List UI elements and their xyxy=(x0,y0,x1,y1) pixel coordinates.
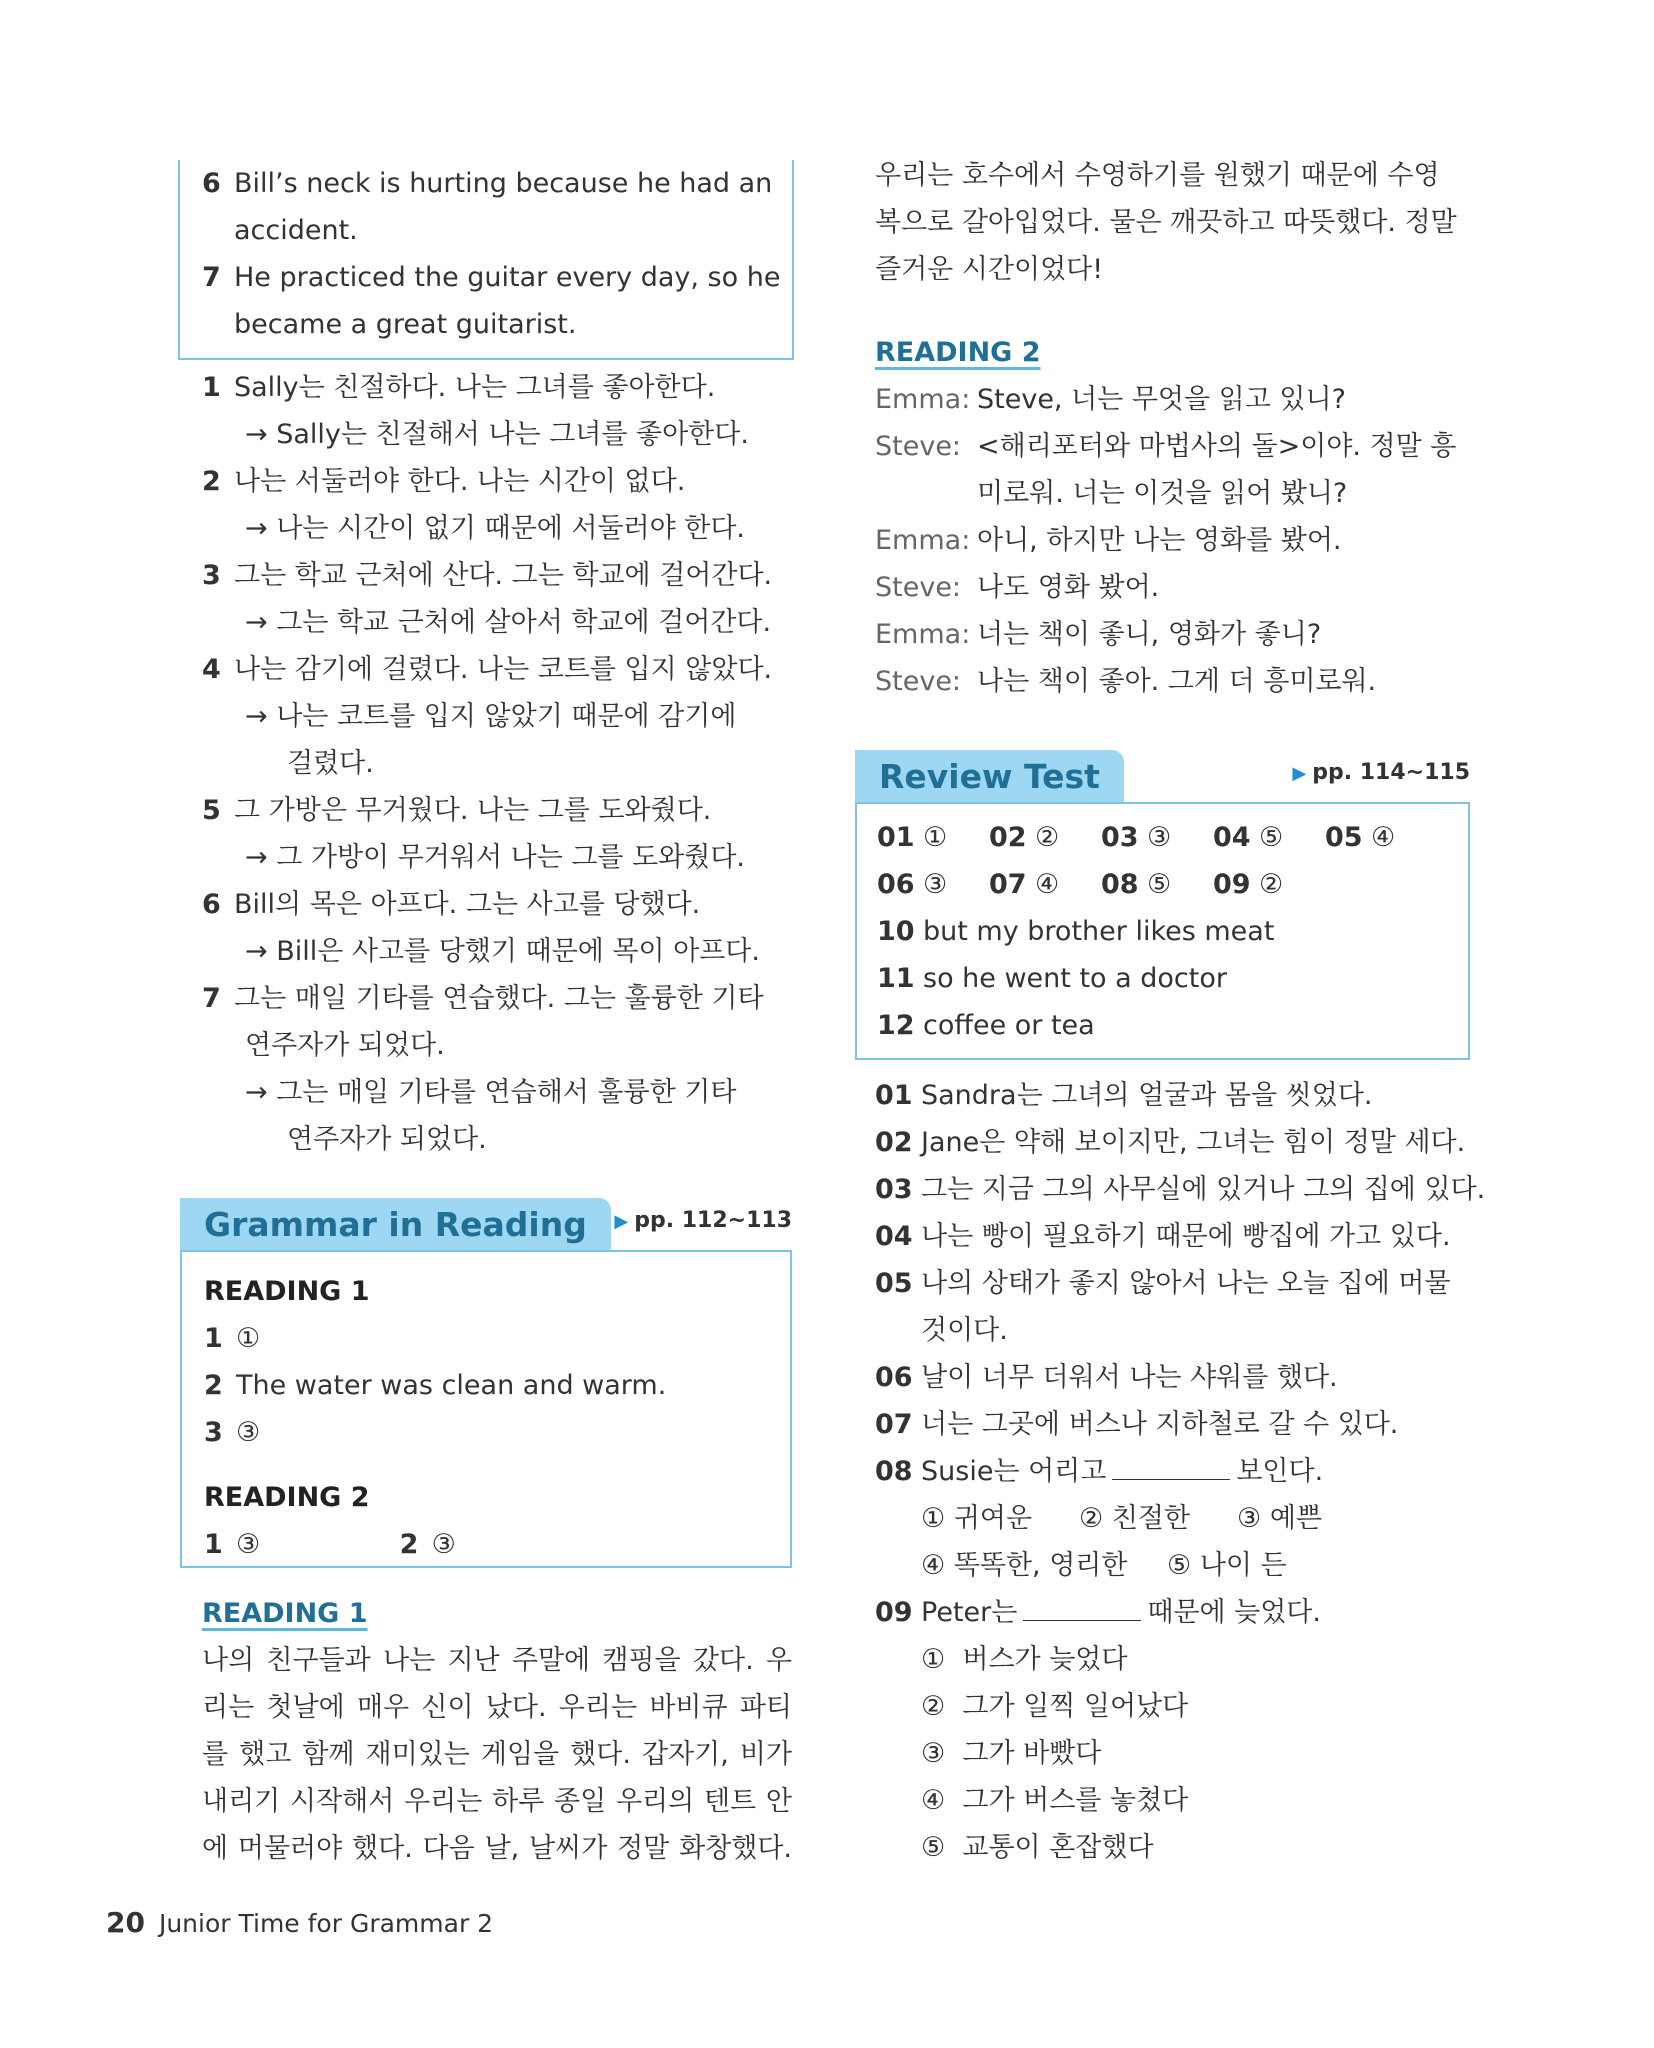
translation: 나는 빵이 필요하기 때문에 빵집에 가고 있다. xyxy=(921,1221,1451,1252)
reading1-continued xyxy=(855,152,1457,293)
reading1-label: READING 1 xyxy=(204,1276,370,1307)
item-number: 5 xyxy=(202,795,221,826)
q-number: 04 xyxy=(875,1221,913,1252)
paragraph-line: 복으로 갈아입었다. 물은 깨끗하고 따뜻했다. 정말 xyxy=(875,207,1457,238)
paragraph-line: 에 머물러야 했다. 다음 날, 날씨가 정말 화창했다. xyxy=(202,1833,792,1864)
option-text: 그가 버스를 놓쳤다 xyxy=(962,1785,1189,1816)
option-number: ① xyxy=(921,1644,946,1675)
dialogue-line: 나도 영화 봤어. xyxy=(977,572,1160,603)
q-number: 04 xyxy=(1213,822,1251,853)
speaker-name: Steve: xyxy=(875,431,962,462)
q-number: 08 xyxy=(1101,869,1139,900)
q-number: 12 xyxy=(877,1010,915,1041)
answer: The water was clean and warm. xyxy=(236,1370,667,1401)
item-number: 3 xyxy=(202,560,221,591)
option-number: ⑤ xyxy=(921,1832,946,1863)
answer: ③ xyxy=(923,869,948,900)
answer-box-top xyxy=(178,160,794,360)
answer: ⑤ xyxy=(1259,822,1284,853)
q-number: 09 xyxy=(1213,869,1251,900)
answer: but my brother likes meat xyxy=(923,916,1275,947)
box-item-7-cont: became a great guitarist. xyxy=(234,309,577,340)
translation: Jane은 약해 보이지만, 그녀는 힘이 정말 세다. xyxy=(921,1127,1466,1158)
answer: ② xyxy=(1035,822,1060,853)
option-number: ③ xyxy=(921,1738,946,1769)
item-number: 1 xyxy=(202,372,221,403)
q-number: 02 xyxy=(989,822,1027,853)
option-text: 그가 일찍 일어났다 xyxy=(962,1691,1189,1722)
answer: coffee or tea xyxy=(923,1010,1095,1041)
translation-sentence: 그는 매일 기타를 연습했다. 그는 훌륭한 기타 xyxy=(234,983,764,1014)
option-text: 그가 바빴다 xyxy=(962,1738,1102,1769)
paragraph-line: 내리기 시작해서 우리는 하루 종일 우리의 텐트 안 xyxy=(202,1786,792,1817)
translation-sentence: Sally는 친절하다. 나는 그녀를 좋아한다. xyxy=(234,372,716,403)
translation-combined: → 나는 시간이 없기 때문에 서둘러야 한다. xyxy=(245,513,746,544)
dialogue-line: 너는 책이 좋니, 영화가 좋니? xyxy=(977,619,1322,650)
dialogue-line-cont: 미로워. 너는 이것을 읽어 봤니? xyxy=(977,478,1348,509)
answer: ④ xyxy=(1035,869,1060,900)
triangle-icon: ▶ xyxy=(1292,763,1307,784)
q-number: 06 xyxy=(877,869,915,900)
q-number: 06 xyxy=(875,1362,913,1393)
review-test-section xyxy=(855,750,1470,1060)
translation-combined: → Sally는 친절해서 나는 그녀를 좋아한다. xyxy=(245,419,749,450)
option-text: 예쁜 xyxy=(1269,1503,1322,1534)
translation-combined-cont: 연주자가 되었다. xyxy=(287,1124,487,1155)
item-number: 6 xyxy=(202,889,221,920)
option-text: 귀여운 xyxy=(953,1503,1033,1534)
review-answers-row2 xyxy=(877,861,1458,908)
q-number: 10 xyxy=(877,916,915,947)
translation-sentence: 그 가방은 무거웠다. 나는 그를 도와줬다. xyxy=(234,795,712,826)
triangle-icon: ▶ xyxy=(614,1211,629,1232)
book-title: Junior Time for Grammar 2 xyxy=(158,1909,494,1938)
answer: so he went to a doctor xyxy=(923,963,1227,994)
dialogue-line: 나는 책이 좋아. 그게 더 흥미로워. xyxy=(977,666,1377,697)
translation-combined: → 나는 코트를 입지 않았기 때문에 감기에 xyxy=(245,701,737,732)
q08-options-row1 xyxy=(875,1495,1450,1542)
review-translations xyxy=(875,1072,1486,1871)
q-number: 07 xyxy=(989,869,1027,900)
answer: ③ xyxy=(1147,822,1172,853)
answer: ③ xyxy=(236,1529,261,1560)
option-number: ⑤ xyxy=(1167,1550,1192,1581)
speaker-name: Emma: xyxy=(875,525,971,556)
question-text: Peter는 xyxy=(921,1597,1018,1628)
page-footer xyxy=(106,1906,493,1939)
item-number: 3 xyxy=(204,1417,223,1448)
question-text: 때문에 늦었다. xyxy=(1147,1597,1321,1628)
translation-combined: → 그는 학교 근처에 살아서 학교에 걸어간다. xyxy=(245,607,772,638)
reading2-title: READING 2 xyxy=(875,337,1041,368)
paragraph-line: 즐거운 시간이었다! xyxy=(875,254,1104,285)
translation-sentence: 그는 학교 근처에 산다. 그는 학교에 걸어간다. xyxy=(234,560,773,591)
grammar-page-ref xyxy=(614,1208,792,1233)
question-text: 보인다. xyxy=(1236,1456,1324,1487)
translation: 날이 너무 더워서 나는 샤워를 했다. xyxy=(921,1362,1338,1393)
answer: ① xyxy=(236,1323,261,1354)
paragraph-line: 를 했고 함께 재미있는 게임을 했다. 갑자기, 비가 xyxy=(202,1739,792,1770)
right-column xyxy=(855,152,1486,1863)
item-number: 4 xyxy=(202,654,221,685)
option-text: 교통이 혼잡했다 xyxy=(962,1832,1154,1863)
left-column xyxy=(180,160,792,1864)
grammar-header-row xyxy=(180,1198,792,1250)
paragraph-line: 우리는 호수에서 수영하기를 원했기 때문에 수영 xyxy=(875,160,1440,191)
box-item-6-cont: accident. xyxy=(234,215,358,246)
option-text: 버스가 늦었다 xyxy=(962,1644,1128,1675)
translation-sentence: 나는 서둘러야 한다. 나는 시간이 없다. xyxy=(234,466,686,497)
item-number: 2 xyxy=(202,466,221,497)
review-answers-row1 xyxy=(877,814,1458,861)
q-number: 05 xyxy=(1325,822,1363,853)
q08-options-row2 xyxy=(875,1542,1450,1589)
option-number: ③ xyxy=(1237,1503,1262,1534)
q-number: 03 xyxy=(875,1174,913,1205)
blank-line xyxy=(1112,1455,1230,1480)
page-range: pp. 114~115 xyxy=(1312,760,1470,785)
answer: ① xyxy=(923,822,948,853)
page-number: 20 xyxy=(106,1906,145,1939)
q-number: 01 xyxy=(877,822,915,853)
q-number: 01 xyxy=(875,1080,913,1111)
grammar-in-reading-title: Grammar in Reading xyxy=(180,1198,611,1250)
item-number: 2 xyxy=(204,1370,223,1401)
translation: 나의 상태가 좋지 않아서 나는 오늘 집에 머물 xyxy=(921,1268,1451,1299)
blank-line xyxy=(1023,1596,1141,1621)
translation-combined-cont: 걸렸다. xyxy=(287,748,374,779)
speaker-name: Steve: xyxy=(875,572,962,603)
q-number: 03 xyxy=(1101,822,1139,853)
translation-sentence: Bill의 목은 아프다. 그는 사고를 당했다. xyxy=(234,889,701,920)
reading2-label: READING 2 xyxy=(204,1482,370,1513)
box-item-7: 7 He practiced the guitar every day, so he xyxy=(202,262,781,293)
item-number: 1 xyxy=(204,1323,223,1354)
item-number: 7 xyxy=(202,983,221,1014)
grammar-in-reading-section xyxy=(180,1198,792,1568)
q-number: 02 xyxy=(875,1127,913,1158)
option-number: ① xyxy=(921,1503,946,1534)
translation: 그는 지금 그의 사무실에 있거나 그의 집에 있다. xyxy=(921,1174,1486,1205)
item-number: 2 xyxy=(399,1529,419,1560)
dialogue-line: <해리포터와 마법사의 돌>이야. 정말 흥 xyxy=(977,431,1457,462)
review-header-row xyxy=(855,750,1470,802)
paragraph-line: 리는 첫날에 매우 신이 났다. 우리는 바비큐 파티 xyxy=(202,1692,792,1723)
review-page-ref xyxy=(1292,760,1470,785)
question-text: Susie는 어리고 xyxy=(921,1456,1107,1487)
option-number: ④ xyxy=(921,1785,946,1816)
answer: ② xyxy=(1259,869,1284,900)
translation-sentence-cont: 연주자가 되었다. xyxy=(245,1030,445,1061)
answer: ③ xyxy=(431,1529,456,1560)
translation-sentence: 나는 감기에 걸렸다. 나는 코트를 입지 않았다. xyxy=(234,654,773,685)
translation-combined: → 그 가방이 무거워서 나는 그를 도와줬다. xyxy=(245,842,746,873)
item-number: 1 xyxy=(204,1529,223,1560)
translation: 너는 그곳에 버스나 지하철로 갈 수 있다. xyxy=(921,1409,1399,1440)
answer: ⑤ xyxy=(1147,869,1172,900)
q-number: 11 xyxy=(877,963,915,994)
q-number: 07 xyxy=(875,1409,913,1440)
review-answer-box xyxy=(855,802,1470,1060)
dialogue-line: Steve, 너는 무엇을 읽고 있니? xyxy=(977,384,1346,415)
translation: Sandra는 그녀의 얼굴과 몸을 씻었다. xyxy=(921,1080,1373,1111)
box-item-6: 6 Bill’s neck is hurting because he had an xyxy=(202,168,773,199)
page-range: pp. 112~113 xyxy=(634,1208,792,1233)
translation-combined: → Bill은 사고를 당했기 때문에 목이 아프다. xyxy=(245,936,760,967)
question-09 xyxy=(875,1589,1450,1636)
q-number: 09 xyxy=(875,1597,913,1628)
speaker-name: Emma: xyxy=(875,384,971,415)
translation-list xyxy=(180,360,792,1163)
reading2-translation xyxy=(855,329,1470,705)
translation-combined: → 그는 매일 기타를 연습해서 훌륭한 기타 xyxy=(245,1077,737,1108)
review-test-title: Review Test xyxy=(855,750,1124,802)
answer: ③ xyxy=(236,1417,261,1448)
q-number: 08 xyxy=(875,1456,913,1487)
answer: ④ xyxy=(1371,822,1396,853)
option-text: 나이 든 xyxy=(1199,1550,1287,1581)
option-text: 똑똑한, 영리한 xyxy=(953,1550,1128,1581)
option-number: ② xyxy=(1079,1503,1104,1534)
q-number: 05 xyxy=(875,1268,913,1299)
reading1-translation xyxy=(202,1590,792,1872)
option-text: 친절한 xyxy=(1111,1503,1191,1534)
option-number: ④ xyxy=(921,1550,946,1581)
option-number: ② xyxy=(921,1691,946,1722)
speaker-name: Emma: xyxy=(875,619,971,650)
reading1-title: READING 1 xyxy=(202,1598,368,1629)
speaker-name: Steve: xyxy=(875,666,962,697)
paragraph-line: 나의 친구들과 나는 지난 주말에 캠핑을 갔다. 우 xyxy=(202,1645,792,1676)
translation-cont: 것이다. xyxy=(921,1315,1008,1346)
grammar-answer-box xyxy=(180,1250,792,1568)
question-08 xyxy=(875,1448,1450,1495)
dialogue-line: 아니, 하지만 나는 영화를 봤어. xyxy=(977,525,1342,556)
